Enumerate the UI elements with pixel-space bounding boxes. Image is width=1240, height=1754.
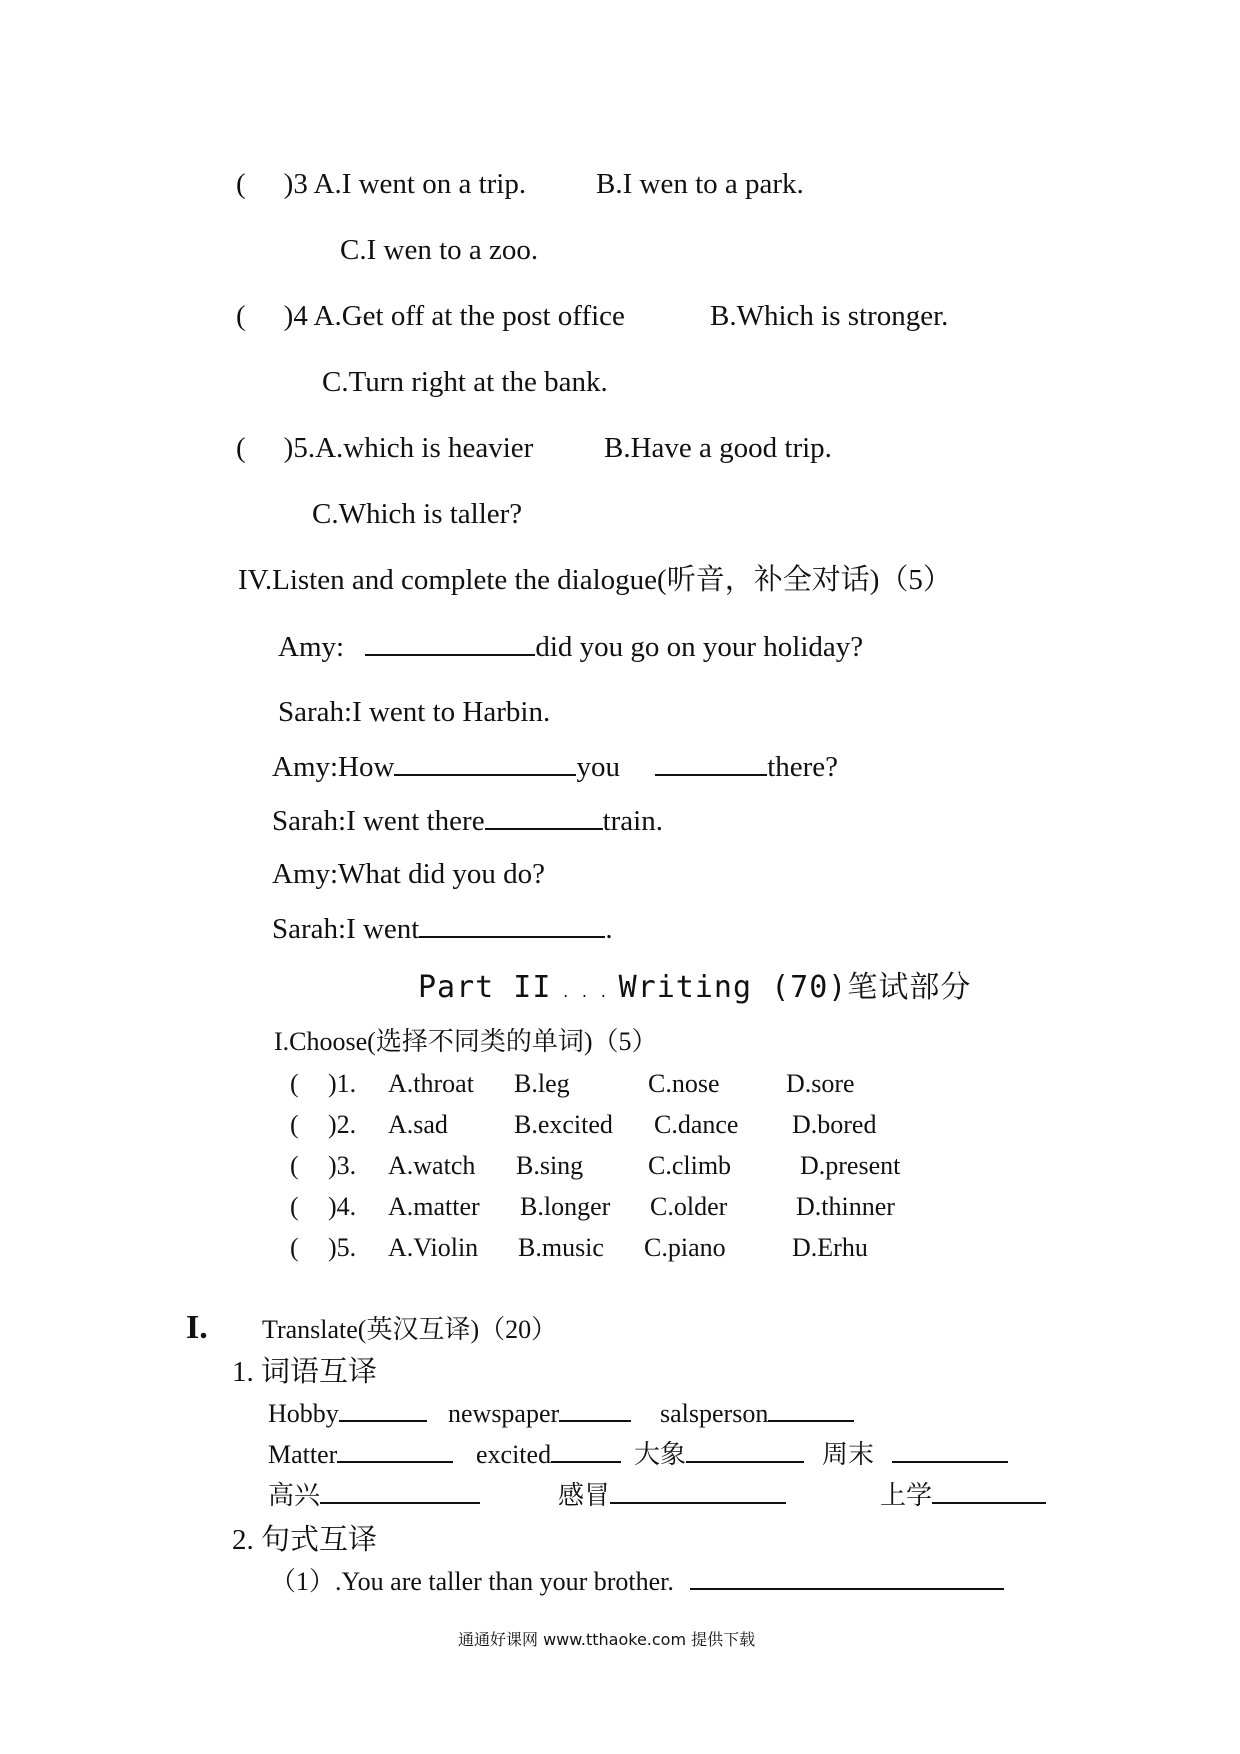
option-a: A.Get off at the post office [313,300,625,332]
word: newspaper [448,1399,560,1428]
answer-blank[interactable] [419,910,605,938]
question-number: )5. [283,432,316,464]
answer-blank[interactable] [610,1480,786,1504]
answer-blank[interactable] [559,1398,631,1422]
word-item [822,1439,1008,1471]
option-a: A.matter [388,1192,480,1221]
part-2-heading [418,970,971,1011]
question-4-option-c: C.Turn right at the bank. [322,366,608,398]
option-c: C.dance [654,1110,739,1139]
word: 上学 [880,1481,933,1510]
answer-blank[interactable] [365,628,535,656]
translate-sub-1: 1. 词语互译 [232,1356,378,1388]
option-c: C.nose [648,1069,720,1098]
word-item [448,1398,631,1430]
answer-blank[interactable] [686,1439,804,1463]
answer-blank[interactable] [892,1439,1008,1463]
option-a: A.which is heavier [315,432,534,464]
dialogue-line-6 [272,910,613,947]
option-a: A.throat [388,1069,474,1098]
word-item [634,1439,804,1471]
answer-blank[interactable] [768,1398,854,1422]
sentence-text: （1）.You are taller than your brother. [270,1567,674,1596]
answer-paren: ( [290,1069,299,1098]
answer-blank[interactable] [339,1398,427,1422]
choose-row-2 [0,1109,1240,1141]
word-row-2 [0,1439,1240,1473]
word-item [268,1398,427,1430]
option-b: B.longer [520,1192,611,1221]
answer-paren: ( [236,168,246,200]
dialogue-text: there? [767,751,839,783]
dialogue-text: you [576,751,620,783]
answer-paren: ( [290,1233,299,1262]
dialogue-text: Sarah:I went there [272,805,485,837]
option-d: D.bored [792,1110,877,1139]
word-row-1 [0,1398,1240,1432]
dialogue-text: Amy:How [272,751,395,783]
answer-blank[interactable] [320,1480,480,1504]
part-dots: . . . [561,985,609,1001]
option-a: A.watch [388,1151,476,1180]
option-c: C.piano [644,1233,726,1262]
word-row-3 [0,1480,1240,1514]
answer-paren: ( [290,1110,299,1139]
option-b: B.leg [514,1069,570,1098]
dialogue-line-4 [272,802,663,839]
answer-blank[interactable] [337,1439,453,1463]
question-number: )3. [328,1151,357,1180]
dialogue-line-5: Amy:What did you do? [272,858,546,890]
option-a: A.I went on a trip. [313,168,527,200]
translate-heading: Translate(英汉互译)（20） [262,1315,558,1344]
dialogue-text: . [605,913,613,945]
option-b: B.excited [514,1110,613,1139]
answer-paren: ( [290,1151,299,1180]
question-number: )1. [328,1069,357,1098]
question-number: )5. [328,1233,357,1262]
choose-heading: I.Choose(选择不同类的单词)（5） [274,1027,658,1056]
question-number: )3 [283,168,308,200]
option-d: D.present [800,1151,901,1180]
question-number: )2. [328,1110,357,1139]
translate-sub-2: 2. 句式互译 [232,1524,378,1556]
answer-paren: ( [236,300,246,332]
question-number: )4. [328,1192,357,1221]
question-4-option-b: B.Which is stronger. [710,300,949,332]
answer-blank[interactable] [485,802,603,830]
question-3 [236,166,526,202]
dialogue-line-3 [272,748,838,785]
word: excited [476,1440,552,1469]
answer-blank[interactable] [690,1566,1004,1590]
option-a: A.sad [388,1110,448,1139]
question-number: )4 [283,300,308,332]
option-d: D.Erhu [792,1233,868,1262]
word-item [558,1480,786,1512]
question-4 [236,298,625,334]
choose-row-4 [0,1191,1240,1223]
question-5 [236,430,533,466]
footer-credit: 通通好课网 www.tthaoke.com 提供下载 [458,1630,756,1649]
word: 感冒 [558,1481,611,1510]
option-b: B.sing [516,1151,584,1180]
option-a: A.Violin [388,1233,479,1262]
answer-blank[interactable] [655,748,767,776]
translate-number: I. [186,1309,208,1346]
option-d: D.sore [786,1069,855,1098]
option-c: C.climb [648,1151,732,1180]
sentence-1 [270,1566,1004,1598]
dialogue-line-2: Sarah:I went to Harbin. [278,696,551,728]
word-item [880,1480,1046,1512]
dialogue-text: Sarah:I went [272,913,420,945]
dialogue-text: train. [602,805,663,837]
answer-paren: ( [236,432,246,464]
word: Hobby [268,1399,339,1428]
word-item [476,1439,621,1471]
section-4-heading: IV.Listen and complete the dialogue(听音，补全对话)（5） [238,564,952,596]
question-5-option-c: C.Which is taller? [312,498,523,530]
dialogue-line-1 [278,628,863,665]
choose-row-5 [0,1232,1240,1264]
answer-blank[interactable] [394,748,576,776]
word-item [268,1439,453,1471]
word: Matter [268,1440,338,1469]
question-5-option-b: B.Have a good trip. [604,432,832,464]
dialogue-text: did you go on your holiday? [535,631,864,663]
answer-blank[interactable] [932,1480,1046,1504]
choose-row-1 [0,1068,1240,1100]
option-c: C.older [650,1192,728,1221]
word-item [660,1398,854,1430]
question-3-option-b: B.I wen to a park. [596,168,804,200]
option-d: D.thinner [796,1192,895,1221]
part-label: Part II [418,970,552,1005]
speaker: Amy: [278,631,345,663]
question-3-option-c: C.I wen to a zoo. [340,234,539,266]
word: salsperson [660,1399,769,1428]
answer-paren: ( [290,1192,299,1221]
part-title: Writing (70)笔试部分 [618,970,972,1005]
option-b: B.music [518,1233,604,1262]
word-item [268,1480,480,1512]
choose-row-3 [0,1150,1240,1182]
word: 周末 [822,1440,875,1469]
answer-blank[interactable] [551,1439,621,1463]
word: 高兴 [268,1481,321,1510]
word: 大象 [634,1440,687,1469]
